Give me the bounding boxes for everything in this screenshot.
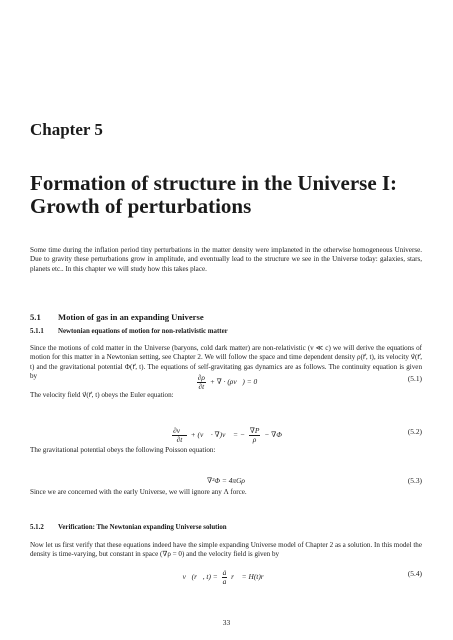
section-title: Motion of gas in an expanding Universe xyxy=(58,312,204,322)
section-heading-5-1 xyxy=(30,312,204,322)
section-number: 5.1 xyxy=(30,312,41,322)
equation-label: (5.4) xyxy=(407,569,422,578)
equation-label: (5.2) xyxy=(407,427,422,436)
denominator: ∂t xyxy=(198,382,205,391)
equation-label: (5.1) xyxy=(407,374,422,383)
equation-body: ∇²Φ = 4πGρ xyxy=(207,476,245,485)
numerator: ∂v⃗ xyxy=(173,426,186,435)
fraction xyxy=(197,374,206,391)
fraction xyxy=(222,569,228,586)
subsection-title: Newtonian equations of motion for non-relativistic matter xyxy=(58,328,228,335)
paragraph-lambda-force: Since we are concerned with the early Universe, we will ignore any Λ force. xyxy=(30,488,247,496)
paragraph-gravitational-potential: The gravitational potential obeys the following Poisson equation: xyxy=(30,446,216,454)
equation-body xyxy=(30,374,422,391)
equation-body xyxy=(30,569,422,586)
equation-rest: r⃗ = H(t)r⃗ xyxy=(231,572,270,582)
chapter-label: Chapter 5 xyxy=(30,120,103,139)
equation-5-4 xyxy=(30,563,422,585)
equation-middle: + (v⃗ · ∇)v⃗ = − xyxy=(190,430,245,440)
denominator: ρ xyxy=(252,435,257,444)
subsection-number: 5.1.1 xyxy=(30,328,44,335)
paragraph-equations-of-motion: Since the motions of cold matter in the Universe (baryons, cold dark matter) are non-relativistic (v ≪ c) we will derive the equations of motion for this matter in a Newtonian setting, see Chapter 2. We will follow the space and time dependent density ρ(r⃗, t), its velocity v⃗(r⃗, t) and the gravitational potential Φ(r⃗, t). The equations of self-gravitating gas dynamics are as follows. The continuity equation is given by xyxy=(30,344,422,380)
numerator: ȧ xyxy=(222,568,227,577)
equation-rest: + ∇ · (ρv⃗) = 0 xyxy=(209,377,258,387)
numerator: ∂ρ xyxy=(197,373,205,382)
chapter-title: Formation of structure in the Universe I: Growth of perturbations xyxy=(30,171,398,218)
numerator: ∇P xyxy=(249,426,260,435)
intro-paragraph: Some time during the inflation period tiny perturbations in the matter density were implaneted in the otherwise homogeneous Universe. Due to gravity these perturbations grow in amplitude, and eventually lead to the structure we see in the Universe today: galaxies, stars, planets etc.. In this chapter we will study how this takes place. xyxy=(30,246,422,273)
subsection-heading-5-1-2 xyxy=(30,524,227,531)
equation-label: (5.3) xyxy=(407,476,422,485)
subsection-number: 5.1.2 xyxy=(30,524,44,531)
denominator: ∂t xyxy=(176,435,183,444)
equation-5-2 xyxy=(30,421,422,443)
subsection-title: Verification: The Newtonian expanding Universe solution xyxy=(58,524,227,531)
page-number: 33 xyxy=(222,618,231,627)
paragraph-velocity-field: The velocity field v⃗(r⃗, t) obeys the Euler equation: xyxy=(30,391,174,399)
fraction xyxy=(172,427,187,444)
equation-body xyxy=(30,427,422,444)
subsection-heading-5-1-1 xyxy=(30,328,228,335)
denominator: a xyxy=(222,577,227,586)
paragraph-expanding-solution: Now let us first verify that these equations indeed have the simple expanding Universe model of Chapter 2 as a solution. In this model the density is time-varying, but constant in space (∇ρ = 0) and the velocity field is given by xyxy=(30,541,422,559)
equation-rest: − ∇Φ xyxy=(264,430,282,440)
fraction xyxy=(249,427,261,444)
equation-5-1 xyxy=(30,368,422,390)
equation-lhs: v⃗(r⃗, t) = xyxy=(182,572,218,582)
